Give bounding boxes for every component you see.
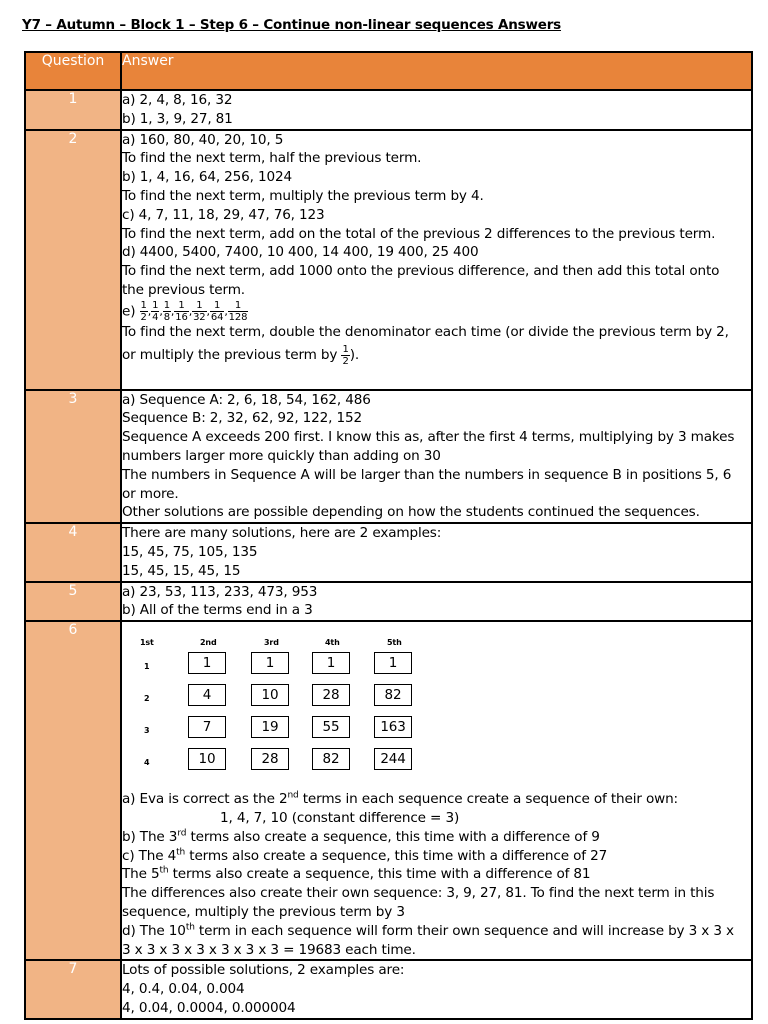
numerator: 1	[228, 300, 249, 312]
answer-line: a) 2, 4, 8, 16, 32	[122, 92, 233, 108]
answer-line: 4, 0.4, 0.04, 0.004	[122, 981, 245, 998]
answer-cell	[121, 621, 752, 960]
fraction	[163, 300, 171, 323]
superscript: th	[159, 865, 169, 876]
answer-cell	[121, 523, 752, 581]
denominator: 2	[342, 355, 349, 367]
answer-line	[122, 865, 751, 884]
grid-value-box: 19	[251, 716, 289, 738]
question-number: 2	[25, 130, 121, 390]
numerator: 1	[152, 299, 159, 311]
answer-line: Sequence A exceeds 200 first. I know this as, after the first 4 terms, multiplying by 3 makes	[122, 429, 735, 446]
grid-value-box: 4	[188, 684, 226, 706]
grid-value-box: 244	[374, 748, 412, 770]
grid-value-box: 163	[374, 716, 412, 738]
grid-header: 1st	[140, 638, 154, 648]
fraction-sequence	[122, 300, 751, 324]
table-row	[25, 582, 752, 622]
answer-line: There are many solutions, here are 2 examples:	[122, 525, 442, 542]
grid-value-box: 1	[312, 652, 350, 674]
answer-line: sequence, multiply the previous term by 3	[122, 903, 405, 920]
separator: ,	[170, 305, 175, 319]
answers-table	[24, 51, 753, 1020]
answer-text: terms also create a sequence, this time with a difference of 81	[168, 866, 591, 883]
answer-line: To find the next term, half the previous term.	[122, 150, 422, 167]
answer-text: ).	[349, 347, 360, 364]
separator: ,	[159, 305, 163, 319]
table-row	[25, 390, 752, 524]
denominator: 8	[163, 311, 170, 323]
answer-line: numbers larger more quickly than adding on 30	[122, 447, 441, 464]
grid-header: 2nd	[200, 638, 217, 648]
answer-cell	[121, 390, 752, 524]
table-row	[25, 90, 752, 130]
answer-text: d) The 10	[122, 922, 186, 939]
sequence-grid	[122, 630, 751, 790]
numerator: 1	[342, 343, 349, 355]
question-number: 6	[25, 621, 121, 960]
fraction	[341, 344, 349, 367]
grid-value-box: 1	[188, 652, 226, 674]
grid-value-box: 10	[251, 684, 289, 706]
answer-line: a) 23, 53, 113, 233, 473, 953	[122, 583, 318, 600]
answer-line	[122, 828, 751, 847]
separator: ,	[147, 305, 152, 319]
table-row	[25, 960, 752, 1018]
answer-line: Sequence B: 2, 32, 62, 92, 122, 152	[122, 410, 362, 427]
answer-line: c) 4, 7, 11, 18, 29, 47, 76, 123	[122, 206, 325, 223]
denominator: 128	[228, 311, 248, 323]
answer-line: To find the next term, multiply the previous term by 4.	[122, 187, 484, 204]
answer-line: To find the next term, double the denominator each time (or divide the previous term by 2,	[122, 324, 729, 341]
answer-line	[122, 922, 751, 941]
denominator: 4	[152, 311, 159, 323]
denominator: 64	[210, 311, 224, 323]
answer-line: or more.	[122, 485, 179, 502]
answer-line: a) Sequence A: 2, 6, 18, 54, 162, 486	[122, 391, 371, 408]
denominator: 32	[193, 311, 206, 323]
answer-line: The differences also create their own sequence: 3, 9, 27, 81. To find the next term in this	[122, 885, 715, 902]
fraction	[192, 300, 206, 323]
denominator: 2	[140, 311, 147, 323]
answer-line: Other solutions are possible depending on how the students continued the sequences.	[122, 504, 700, 521]
answer-line: 4, 0.04, 0.0004, 0.000004	[122, 999, 296, 1016]
answer-text: terms also create a sequence, this time with a difference of 9	[186, 828, 600, 845]
superscript: th	[176, 847, 186, 858]
superscript: th	[185, 922, 195, 933]
separator: ,	[224, 305, 228, 319]
answer-line: 1, 4, 7, 10 (constant difference = 3)	[220, 809, 460, 826]
table-row	[25, 523, 752, 581]
answer-text: terms also create a sequence, this time with a difference of 27	[185, 847, 608, 864]
numerator: 1	[192, 300, 206, 312]
grid-value-box: 82	[312, 748, 350, 770]
grid-row-label: 3	[144, 726, 150, 736]
answer-line: 3 x 3 x 3 x 3 x 3 x 3 x 3 = 19683 each time.	[122, 941, 416, 958]
question-number: 4	[25, 523, 121, 581]
answer-text: c) The 4	[122, 847, 177, 864]
answer-line	[122, 847, 751, 866]
answer-text: The 5	[122, 866, 160, 883]
separator: ,	[206, 305, 210, 319]
grid-row-label: 1	[144, 662, 150, 672]
answer-line: b) 1, 4, 16, 64, 256, 1024	[122, 169, 292, 186]
grid-value-box: 10	[188, 748, 226, 770]
answer-line: Lots of possible solutions, 2 examples are:	[122, 962, 405, 979]
answer-line	[122, 790, 751, 809]
grid-header: 4th	[325, 638, 340, 648]
answer-line: the previous term.	[122, 281, 245, 298]
superscript: rd	[177, 828, 187, 839]
answer-line: d) 4400, 5400, 7400, 10 400, 14 400, 19 400, 25 400	[122, 244, 479, 261]
denominator: 16	[175, 311, 188, 323]
answer-line: The numbers in Sequence A will be larger than the numbers in sequence B in positions 5, 6	[122, 466, 732, 483]
fraction	[228, 300, 249, 323]
table-header-row	[25, 52, 752, 90]
answer-text: terms in each sequence create a sequence of their own:	[298, 791, 678, 808]
table-row	[25, 130, 752, 390]
answer-text: a) Eva is correct as the 2	[122, 791, 288, 808]
answer-text: b) The 3	[122, 828, 178, 845]
fraction	[174, 300, 188, 323]
answer-line: b) 1, 3, 9, 27, 81	[122, 110, 233, 127]
answer-cell	[121, 90, 752, 130]
answer-label: e)	[122, 303, 136, 320]
grid-header: 5th	[387, 638, 402, 648]
grid-header: 3rd	[264, 638, 279, 648]
grid-value-box: 28	[251, 748, 289, 770]
answer-line	[122, 342, 751, 368]
header-question: Question	[25, 52, 121, 90]
answer-line: 15, 45, 15, 45, 15	[122, 562, 241, 579]
question-number: 5	[25, 582, 121, 622]
grid-row-label: 2	[144, 694, 150, 704]
grid-row-label: 4	[144, 758, 150, 768]
fraction-list	[140, 299, 249, 323]
answer-line: 15, 45, 75, 105, 135	[122, 543, 258, 560]
question-number: 1	[25, 90, 121, 130]
grid-value-box: 82	[374, 684, 412, 706]
answer-cell	[121, 130, 752, 390]
question-number: 3	[25, 390, 121, 524]
page-title: Y7 – Autumn – Block 1 – Step 6 – Continue non-linear sequences Answers	[22, 17, 562, 33]
grid-value-box: 55	[312, 716, 350, 738]
numerator: 1	[163, 299, 170, 311]
grid-value-box: 7	[188, 716, 226, 738]
grid-value-box: 1	[374, 652, 412, 674]
answer-cell	[121, 582, 752, 622]
question-number: 7	[25, 960, 121, 1018]
table-row	[25, 621, 752, 960]
grid-value-box: 1	[251, 652, 289, 674]
answer-cell	[121, 960, 752, 1018]
answer-line: a) 160, 80, 40, 20, 10, 5	[122, 131, 284, 148]
header-answer: Answer	[121, 52, 752, 90]
answer-line: b) All of the terms end in a 3	[122, 602, 313, 619]
fraction	[140, 300, 148, 323]
answer-text: or multiply the previous term by	[122, 347, 338, 364]
superscript: nd	[287, 790, 299, 801]
grid-value-box: 28	[312, 684, 350, 706]
numerator: 1	[210, 300, 224, 312]
answer-line: To find the next term, add on the total of the previous 2 differences to the previous term.	[122, 225, 716, 242]
fraction	[210, 300, 224, 323]
numerator: 1	[174, 300, 188, 312]
separator: ,	[188, 305, 193, 319]
answer-text: term in each sequence will form their own sequence and will increase by 3 x 3 x	[194, 922, 734, 939]
answer-line: To find the next term, add 1000 onto the previous difference, and then add this total onto	[122, 263, 720, 280]
numerator: 1	[140, 299, 147, 311]
